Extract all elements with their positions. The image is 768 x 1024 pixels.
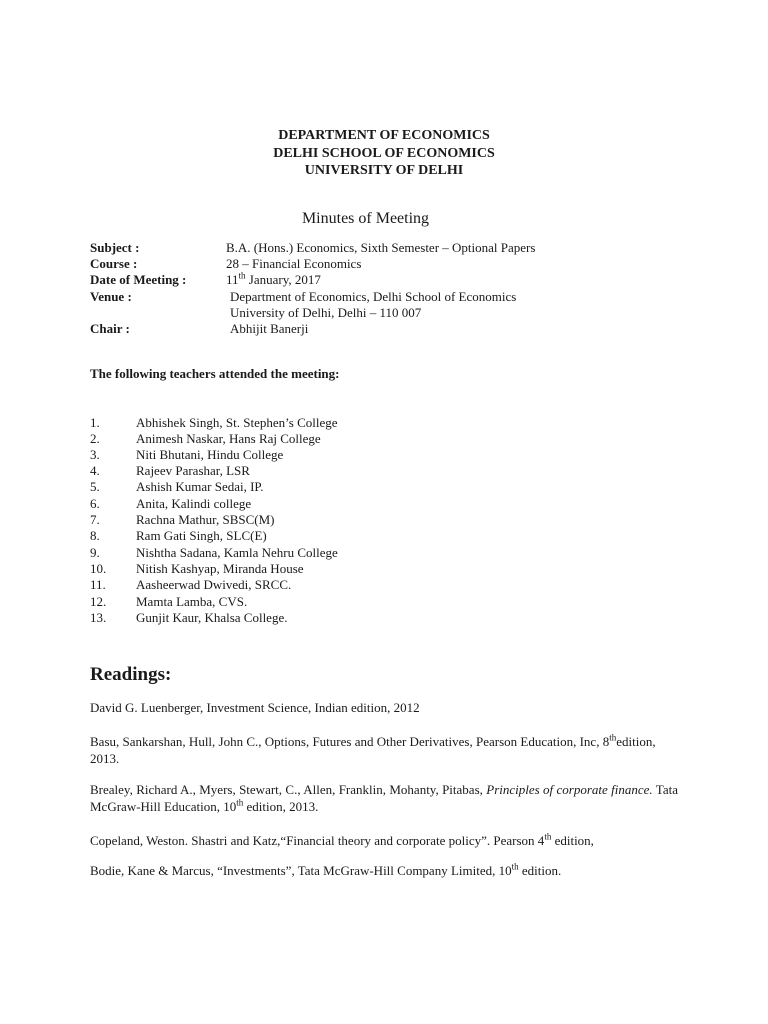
university-heading: UNIVERSITY OF DELHI xyxy=(304,163,464,178)
attendee-name: Niti Bhutani, Hindu College xyxy=(136,447,284,462)
item-number: 9. xyxy=(90,545,100,560)
item-number: 13. xyxy=(90,610,107,625)
reading-text: Bodie, Kane & Marcus, “Investments”, Tata McGraw-Hill Company Limited, 10 xyxy=(90,863,512,878)
list-item xyxy=(0,528,768,544)
venue-line-2: University of Delhi, Delhi – 110 007 xyxy=(230,305,422,320)
item-number: 6. xyxy=(90,496,100,511)
ordinal-suffix: th xyxy=(544,831,552,842)
school-heading: DELHI SCHOOL OF ECONOMICS xyxy=(273,146,495,161)
item-number: 10. xyxy=(90,561,107,576)
ordinal-suffix: th xyxy=(609,732,617,743)
subject-value: B.A. (Hons.) Economics, Sixth Semester – Optional Papers xyxy=(226,240,536,255)
list-item xyxy=(0,561,768,577)
ordinal-suffix: th xyxy=(236,797,244,808)
list-item xyxy=(0,512,768,528)
list-item xyxy=(0,594,768,610)
reading-item: David G. Luenberger, Investment Science, Indian edition, 2012 xyxy=(90,700,420,715)
date-rest: January, 2017 xyxy=(245,272,321,287)
attendee-name: Nitish Kashyap, Miranda House xyxy=(136,561,304,576)
item-number: 3. xyxy=(90,447,100,462)
chair-label: Chair : xyxy=(90,321,130,336)
attendee-name: Gunjit Kaur, Khalsa College. xyxy=(136,610,288,625)
reading-item xyxy=(90,832,678,849)
date-ordinal: th xyxy=(238,270,246,281)
ordinal-suffix: th xyxy=(511,861,519,872)
reading-text: edition, 2013. xyxy=(90,734,656,766)
attendee-name: Rachna Mathur, SBSC(M) xyxy=(136,512,275,527)
department-heading: DEPARTMENT OF ECONOMICS xyxy=(278,128,490,143)
course-label: Course : xyxy=(90,256,138,271)
readings-heading: Readings: xyxy=(90,664,172,685)
reading-text: Brealey, Richard A., Myers, Stewart, C., Allen, Franklin, Mohanty, Pitabas, xyxy=(90,782,487,797)
venue-label: Venue : xyxy=(90,289,132,304)
subject-label: Subject : xyxy=(90,240,140,255)
list-item xyxy=(0,496,768,512)
attendee-name: Ram Gati Singh, SLC(E) xyxy=(136,528,267,543)
attendee-name: Ashish Kumar Sedai, IP. xyxy=(136,479,264,494)
date-value xyxy=(226,272,321,288)
course-value: 28 – Financial Economics xyxy=(226,256,362,271)
list-item xyxy=(0,447,768,463)
reading-text: edition, 2013. xyxy=(243,799,319,814)
item-number: 1. xyxy=(90,415,100,430)
reading-text: Copeland, Weston. Shastri and Katz,“Financial theory and corporate policy”. Pearson 4 xyxy=(90,833,545,848)
attendee-name: Nishtha Sadana, Kamla Nehru College xyxy=(136,545,338,560)
date-label: Date of Meeting : xyxy=(90,272,187,287)
item-number: 5. xyxy=(90,479,100,494)
reading-item xyxy=(90,733,678,767)
reading-text: edition, xyxy=(551,833,594,848)
list-item xyxy=(0,463,768,479)
attendee-name: Anita, Kalindi college xyxy=(136,496,252,511)
list-item xyxy=(0,415,768,431)
list-item xyxy=(0,610,768,626)
reading-title-italic: Principles of corporate finance. xyxy=(486,782,653,797)
reading-item xyxy=(90,781,678,815)
item-number: 7. xyxy=(90,512,100,527)
date-day: 11 xyxy=(226,272,239,287)
attendee-name: Aasheerwad Dwivedi, SRCC. xyxy=(136,577,292,592)
item-number: 4. xyxy=(90,463,100,478)
attendance-heading: The following teachers attended the meeting: xyxy=(90,366,340,381)
reading-item xyxy=(90,862,678,879)
reading-text: Tata McGraw-Hill Education, 10 xyxy=(90,782,678,814)
page-title: Minutes of Meeting xyxy=(301,210,430,227)
list-item xyxy=(0,479,768,495)
reading-text: edition. xyxy=(518,863,562,878)
list-item xyxy=(0,545,768,561)
attendee-name: Rajeev Parashar, LSR xyxy=(136,463,250,478)
item-number: 8. xyxy=(90,528,100,543)
item-number: 12. xyxy=(90,594,107,609)
item-number: 11. xyxy=(90,577,106,592)
list-item xyxy=(0,577,768,593)
attendee-name: Abhishek Singh, St. Stephen’s College xyxy=(136,415,338,430)
list-item xyxy=(0,431,768,447)
attendee-name: Animesh Naskar, Hans Raj College xyxy=(136,431,321,446)
attendee-name: Mamta Lamba, CVS. xyxy=(136,594,248,609)
chair-value: Abhijit Banerji xyxy=(230,321,309,336)
venue-line-1: Department of Economics, Delhi School of Economics xyxy=(230,289,517,304)
item-number: 2. xyxy=(90,431,100,446)
reading-text: Basu, Sankarshan, Hull, John C., Options, Futures and Other Derivatives, Pearson Education, Inc, 8 xyxy=(90,734,610,749)
